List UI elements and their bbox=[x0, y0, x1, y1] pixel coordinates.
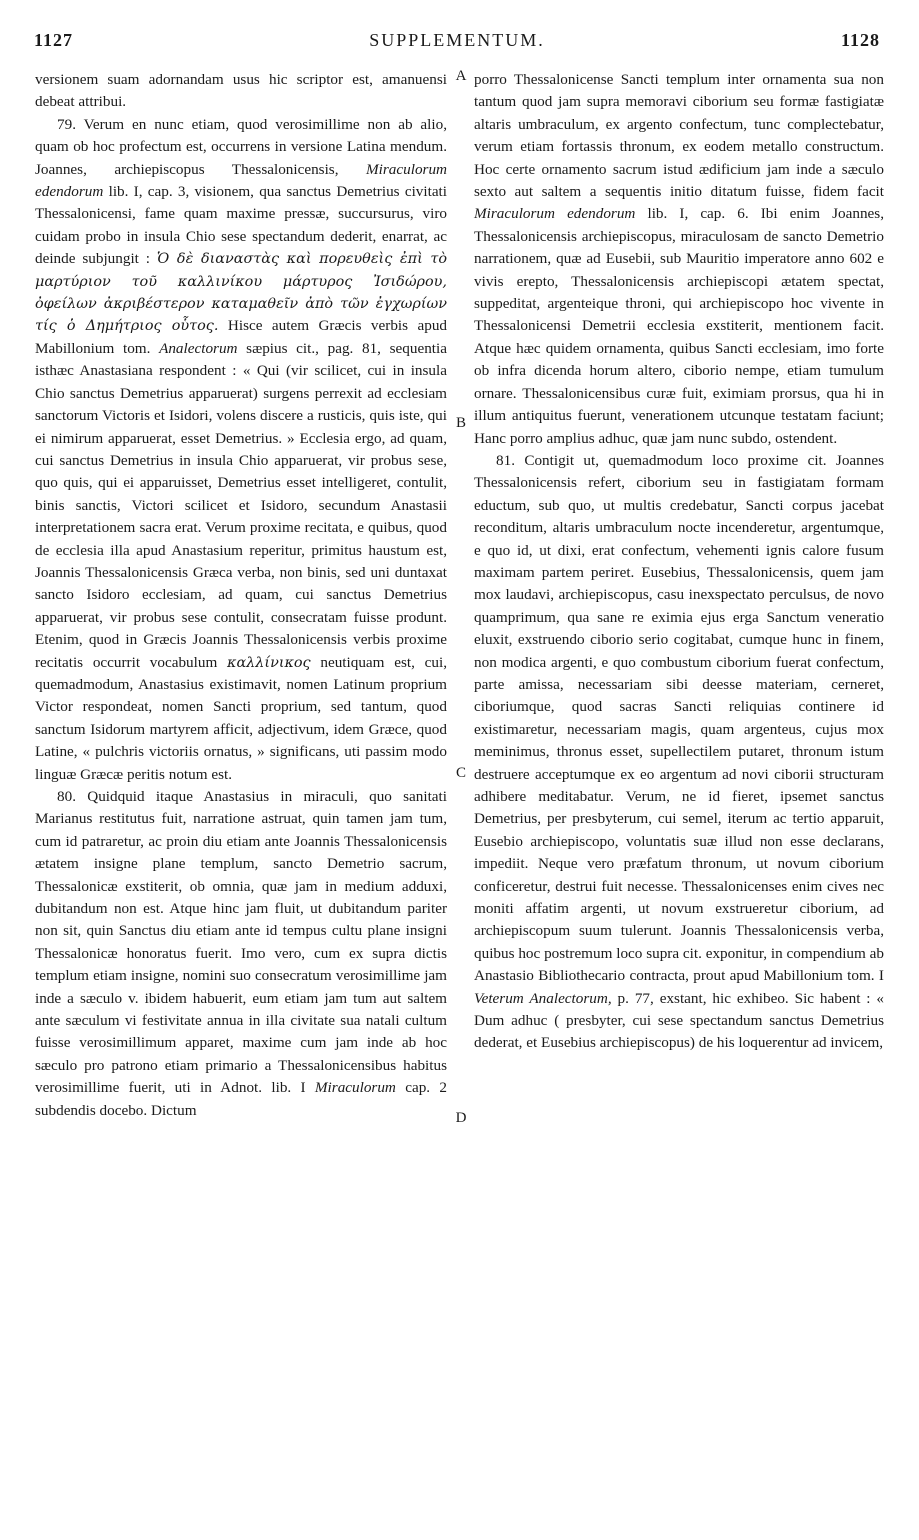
right-column bbox=[474, 69, 884, 1055]
margin-letter-b: B bbox=[455, 415, 466, 431]
italic-work-title: Miraculorum bbox=[314, 1079, 396, 1097]
greek-quotation: Ὁ δὲ διαναστὰς καὶ πορευθεὶς ἐπὶ τὸ μαρτύριον τοῦ καλλινίκου μάρτυρος Ἰσιδώρου, ὀφείλων ἀκριβέστερον καταμαθεῖν ἀπὸ τῶν ἐγχωρίων τίς ὁ Δημήτριος οὗτος. bbox=[35, 251, 448, 335]
italic-work-title: Miraculorum edendorum bbox=[35, 160, 448, 201]
left-column bbox=[35, 69, 447, 1122]
italic-work-title: Veterum Analectorum, bbox=[474, 989, 612, 1007]
margin-letter-a: A bbox=[455, 68, 467, 84]
paragraph-continuation: versionem suam adornandam usus hic scriptor est, amanuensi debeat attribui. bbox=[35, 71, 447, 111]
running-header bbox=[34, 30, 880, 54]
paragraph-80: 80. Quidquid itaque Anastasius in miraculi, quo sanitati Marianus restitutus fuit, narratione astruat, quin tamen jam tum, cum id patraretur, ac proin diu etiam ante Joannis Thessalonicensis ætatem insigne plane templum, sancto Demetrio sacrum, Thessalonicæ exstiterit, ob omnia, quæ jam in medium adduxi, dubitandum non est. Atque hinc jam fluit, ut dubitandum pariter non sit, quin Sanctus diu etiam ante id tempus cultu plane insigni Thessalonicæ honoratus fuerit. Imo vero, cum ex supra dictis templum etiam insigne, nomini suo consecratum verosimillime jam inde a sæculo v. ibidem habuerit, eum etiam jam tum aut saltem ante sæculum vi festivitate annua in illa civitate sua natali cultum fuisse verosimillimum apparet, maxime cum jam inde ab hoc sæculo pro patrono etiam primario a Thessalonicensibus habitus verosimillime fuerit, uti in Adnot. lib. I Miraculorum cap. 2 subdendis docebo. Dictum bbox=[35, 788, 447, 1119]
left-column-number: 1127 bbox=[34, 30, 74, 50]
greek-word: καλλίνικος bbox=[227, 654, 311, 671]
margin-letter-c: C bbox=[455, 765, 466, 781]
italic-work-title: Miraculorum edendorum bbox=[474, 205, 636, 223]
paragraph-79: 79. Verum en nunc etiam, quod verosimillime non ab alio, quam ob hoc profectum est, occurrens in versione Latina mendum. Joannes, archiepiscopus Thessalonicensis, Miraculorum edendorum lib. I, cap. 3, visionem, qua sanctus Demetrius civitati Thessalonicensi, fame quam maxime pressæ, succursurus, viro cuidam probo in insula Chio sese spectandum dederit, enarrat, ac deinde subjungit : Ὁ δὲ διαναστὰς καὶ πορευθεὶς ἐπὶ τὸ μαρτύριον τοῦ καλλινίκου μάρτυρος Ἰσιδώρου, ὀφείλων ἀκριβέστερον καταμαθεῖν ἀπὸ τῶν ἐγχωρίων τίς ὁ Δημήτριος οὗτος. Hisce autem Græcis verbis apud Mabillonium tom. Analectorum sæpius cit., pag. 81, sequentia isthæc Anastasiana respondent : « Qui (vir scilicet, cui in insula Chio sanctus Demetrius apparuerat) surgens perrexit ad ecclesiam sanctorum Victoris et Isidori, volens discere a rusticis, quis iste, qui ei nimirum apparuerat, esset Demetrius. » Ecclesia ergo, ad quam, cui sanctus Demetrius in insula Chio apparuerat, vir probus sese, quo quis, qui ei apparuisset, Demetrius esset intelligeret, contulit, binis sanctis, Victori scilicet et Isidoro, secundum Anastasii interpretationem sacra erat. Verum proxime recitata, e quibus, quod de ecclesia illa apud Anastasium reperitur, primitus haustum est, Joannis Thessalonicensis Græca verba, non binis, sed uni duntaxat sancto Isidoro ecclesiam, ad quam, cui sanctus Demetrius apparuerat, vir probus sese contulit, consecratam fuisse produnt. Etenim, quod in Græcis Joannis Thessalonicensis verbis proxime recitatis occurrit vocabulum καλλίνικος neutiquam est, cui, quemadmodum, Anastasius existimavit, nomen Latinum proprium Victor respondeat, nomen Sancti proprium, sed tantum, quod sanctum Isidorum martyrem afficit, adjectivum, idem Græce, quod Latine, « pulchris victoriis ornatus, » significans, uti passim modo linguæ Græcæ peritis notum est. bbox=[35, 115, 448, 783]
paragraph-continuation: porro Thessalonicense Sancti templum inter ornamenta sua non tantum quod jam supra memoravi ciborium seu formæ fastigiatæ altaris umbraculum, ex argento confectum, tunc complectebatur, verum etiam fortassis thronum, ex eodem metallo constructum. Hoc certe ornamento sacrum istud ædificium jam inde a sæculo sexto aut saltem a sequentis initio ditatum fuisse, fidem facit Miraculorum edendorum lib. I, cap. 6. Ibi enim Joannes, Thessalonicensis archiepiscopus, miraculosam de sancto Demetrio narrationem, quæ ad Eusebii, sub Mauritio imperatore anno 602 e vivis erepto, Thessalonicensis archiepiscopi ætatem spectat, suppeditat, argenteique throni, qui archiepiscopo hoc vivente in Thessalonicensi Demetrii ecclesia exstiterit, mentionem facit. Atque hæc quidem ornamenta, quibus Sancti ecclesiam, imo forte ob infra dicenda horum altero, ciborio nempe, etiam tumulum ornare. Thessalonicensibus curæ fuit, eximiam prorsus, qua hi in illum antiquitus fuerunt, venerationem utcunque testatam faciunt; Hanc porro amplius adhuc, quæ jam nunc subdo, ostendent. bbox=[474, 71, 884, 447]
italic-work-title: Analectorum bbox=[159, 339, 238, 357]
running-title: SUPPLEMENTUM. bbox=[369, 30, 545, 50]
paragraph-81: 81. Contigit ut, quemadmodum loco proxime cit. Joannes Thessalonicensis refert, ciborium seu in fastigiatam formam eductum, sub quo, ut multis credebatur, Sancti corpus jacebat reconditum, altaris umbraculum nocte incenderetur, argentumque, e quo id, ut dixi, erat confectum, vehementi ignis calore fusum maximam partem periret. Eusebius, Thessalonicensis, quem jam mox laudavi, archiepiscopus, casu inexspectato perculsus, de novo quamprimum, qua sane re eximia ejus erga Sanctum veneratio eluxit, exstruendo ciborio serio cogitabat, cumque hunc in finem, non modica argenti, e quo combustum ciborium fuerat confectum, parte amissa, necessariam sibi deesse materiam, cerneret, ciboriumque, quod sacras Sancti reliquias continere id existimaretur, necessariam magis, quam argenteus, cujus mox meminimus, thronus esset, supellectilem putaret, thronum istum destruere acceptumque ex eo argentum ad novi ciborii structuram adhibere meditabatur. Verum, ne id fieret, ipsemet sanctus Demetrius, per presbyterum, cui semel, iterum ac tertio apparuit, Eusebio archiepiscopo, voluntatis suæ illud non esse declarans, impediit. Neque vero præfatum thronum, ut novum ciborium conficeretur, destrui fuit necesse. Thessalonicenses enim cives nec moniti affatim argenti, ut novum exstrueretur ciborium, ad archiepiscopum suum tulerunt. Joannis Thessalonicensis verba, quibus hoc postremum loco supra cit. exponitur, in compendium ab Anastasio Bibliothecario contracta, prout apud Mabillonium tom. I Veterum Analectorum, p. 77, exstant, hic exhibeo. Sic habent : « Dum adhuc ( presbyter, cui sese spectandum sanctus Demetrius dederat, et Eusebius archiepiscopus) de his loquerentur ad invicem, bbox=[474, 451, 885, 1052]
margin-letter-d: D bbox=[455, 1110, 467, 1126]
right-column-number: 1128 bbox=[840, 30, 880, 50]
